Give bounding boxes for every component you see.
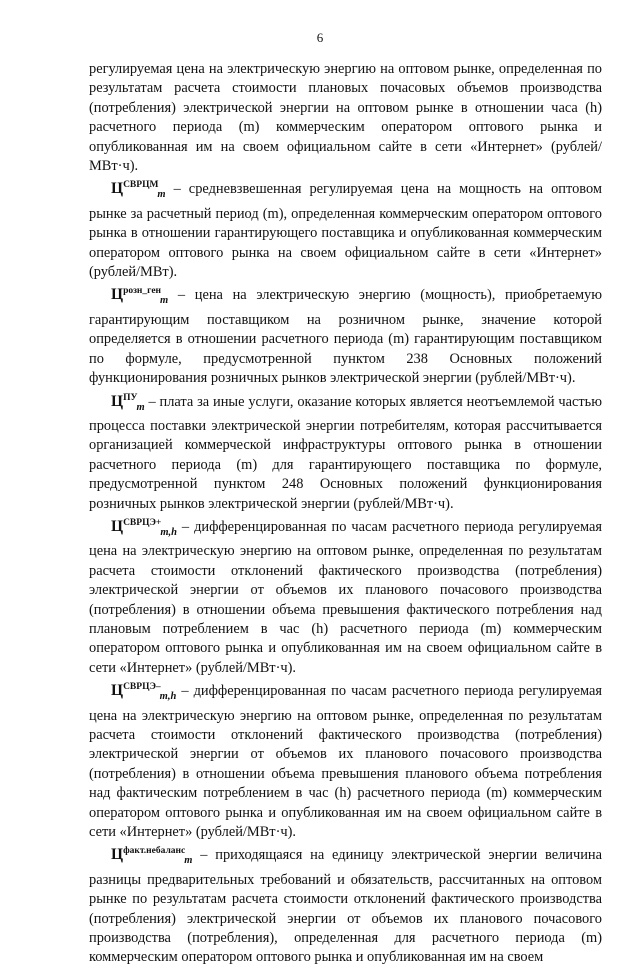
definition-rozn-gen [89,282,602,388]
definition-text: – дифференцированная по часам расчетного периода регулируемая цена на электрическую энергию на оптовом рынке, определенная по результатам расчета стоимости отклонений фактического производства (потребления) электрической энергии от объемов их планового почасового производства (потребления) в отношении объема превышения планового объема потребления над фактическим потреблением в час (h) расчетного периода (m) коммерческим оператором оптового рынка и опубликованная им на своем официальном сайте в сети «Интернет» (рублей/МВт·ч). [89,683,602,841]
definition-svrcm [89,176,602,282]
definition-svrce-plus [89,514,602,678]
document-body [89,60,602,968]
definition-svrce-minus [89,678,602,842]
formula-symbol: $Ц^{розн\_ген}_m$ [111,286,169,307]
formula-symbol: $Ц^{СВРЦЭ+}_{m,h}$ [111,517,177,538]
formula-symbol: $Ц^{ПУ}_m$ [111,392,145,413]
definition-text: – дифференцированная по часам расчетного периода регулируемая цена на электрическую энергию на оптовом рынке, определенная по результатам расчета стоимости отклонений фактического производства (потребления) электрической энергии от объемов их планового почасового производства (потребления) в отношении объема превышения фактического потребления над плановым потреблением в час (h) расчетного периода (m) коммерческим оператором оптового рынка и опубликованная им на своем официальном сайте в сети «Интернет» (рублей/МВт·ч). [89,518,602,676]
formula-symbol: $Ц^{факт.небаланс}_m$ [111,846,193,867]
formula-symbol: $Ц^{СВРЦЭ-}_{m,h}$ [111,682,177,703]
definition-text: – приходящаяся на единицу электрической энергии величина разницы предварительных требований и обязательств, рассчитанных на оптовом рынке по результатам расчета стоимости отклонений фактического производства (потребления) электрической энергии от объемов их планового почасового производства (потребления), определенная для расчетного периода (m) коммерческим оператором оптового рынка и опубликованная им на своем [89,847,602,966]
definition-text: – плата за иные услуги, оказание которых является неотъемлемой частью процесса поставки электрической энергии потребителям, которая рассчитывается организацией коммерческой инфраструктуры оптового рынка в отношении расчетного периода (m) для гарантирующего поставщика по формуле, предусмотренной пунктом 248 Основных положений функционирования розничных рынков электрической энергии (рублей/МВт·ч). [89,393,602,512]
definition-fakt-nebalans [89,842,602,967]
definition-text: – средневзвешенная регулируемая цена на мощность на оптовом рынке за расчетный период (m), определенная коммерческим оператором оптового рынка в отношении гарантирующего поставщика и опубликованная коммерческим оператором оптового рынка на своем официальном сайте в сети «Интернет» (рублей/МВт). [89,181,602,281]
intro-paragraph: регулируемая цена на электрическую энергию на оптовом рынке, определенная по результатам расчета стоимости плановых почасовых объемов производства (потребления) электрической энергии на оптовом рынке в отношении часа (h) расчетного периода (m) коммерческим оператором оптового рынка и опубликованная им на своем официальном сайте в сети «Интернет» (рублей/МВт·ч). [89,61,602,175]
definition-pu [89,389,602,514]
page-number: 6 [316,30,324,45]
definition-text: – цена на электрическую энергию (мощность), приобретаемую гарантирующим поставщиком на розничном рынке, значение которой определяется в отношении расчетного периода (m) гарантирующим поставщиком по формуле, предусмотренной пунктом 238 Основных положений функционирования розничных рынков электрической энергии (рублей/МВт·ч). [89,287,602,387]
formula-symbol: $Ц^{СВРЦМ}_m$ [111,180,166,201]
